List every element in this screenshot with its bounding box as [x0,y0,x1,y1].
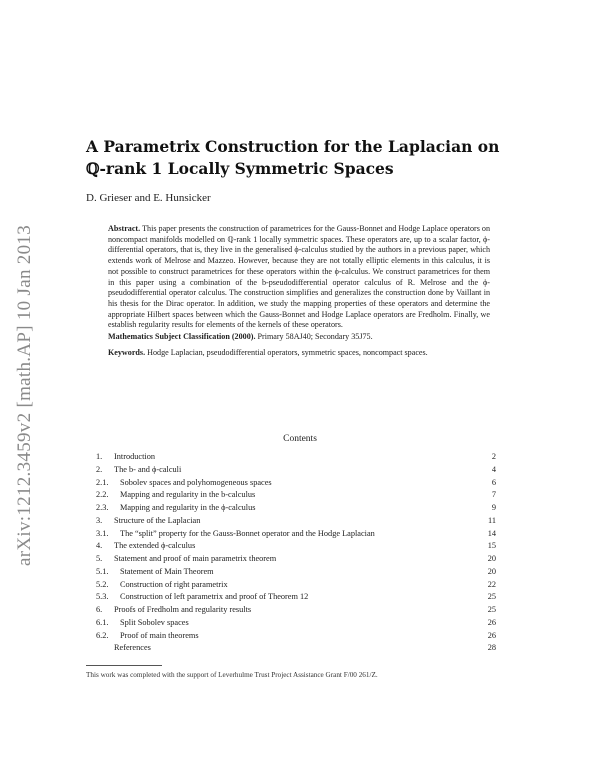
toc-entry[interactable] [96,464,496,477]
toc-number: 2. [96,464,103,474]
toc-entry[interactable] [96,451,496,464]
toc-page: 26 [487,617,496,627]
toc-entry[interactable] [96,528,496,541]
toc-title: Introduction [114,452,156,461]
toc-number: 6.2. [96,630,109,640]
toc-title: Statement and proof of main parametrix theorem [114,554,277,563]
toc-title: References [114,643,151,653]
toc-number: 5.1. [96,566,109,576]
keywords-label: Keywords. [108,348,146,357]
toc-entry[interactable] [96,477,496,490]
toc-entry[interactable] [96,591,496,604]
title-line-1: A Parametrix Construction for the Laplacian on [86,137,500,156]
toc-page: 14 [487,528,496,538]
footnote-rule [86,665,162,666]
toc-entry[interactable] [96,540,496,553]
toc-entry[interactable] [96,579,496,592]
msc-text: Primary 58AJ40; Secondary 35J75. [257,332,373,341]
toc-title: Split Sobolev spaces [120,617,189,627]
keywords-text: Hodge Laplacian, pseudodifferential operators, symmetric spaces, noncompact spaces. [147,348,428,357]
toc-title: Statement of Main Theorem [120,566,214,576]
toc-number: 2.3. [96,503,109,512]
toc-entry[interactable] [96,566,496,579]
toc-page: 9 [491,503,496,512]
toc-page: 6 [491,477,496,487]
toc-page: 2 [491,452,496,461]
toc-page: 20 [487,566,496,576]
toc-title: Mapping and regularity in the ϕ-calculus [120,503,256,512]
toc-title: Mapping and regularity in the b-calculus [120,490,256,500]
toc-number: 5. [96,554,103,563]
toc-entry[interactable] [96,630,496,643]
toc-title: Proofs of Fredholm and regularity results [114,605,252,614]
toc-title: Construction of right parametrix [120,579,228,589]
toc-title: Sobolev spaces and polyhomogeneous spaces [120,477,272,487]
abstract-text: This paper presents the construction of parametrices for the Gauss-Bonnet and Hodge Laplace operators on noncompact manifolds modelled on ℚ-rank 1 locally symmetric spaces. These operators are, up to a scalar factor, ϕ-differential operators, that is, they live in the generalised ϕ-calculus studied by the authors in a previous paper, which extends work of Melrose and Mazzeo. However, because they are not totally elliptic elements in this calculus, it is not possible to construct parametrices for these operators within the ϕ-calculus. We construct parametrices for them in this paper using a combination of the b-pseudodifferential operator calculus of R. Melrose and the ϕ-pseudodifferential operator calculus. The construction simplifies and generalizes the construction done by Vaillant in his thesis for the Dirac operator. In addition, we study the mapping properties of these operators and determine the appropriate Hilbert spaces between which the Gauss-Bonnet and Hodge Laplace operators are Fredholm. Finally, we establish regularity results for elements of the kernels of these operators. [108,224,490,330]
toc-entry[interactable] [96,604,496,617]
msc-label: Mathematics Subject Classification (2000). [108,332,256,341]
toc-page: 20 [487,554,496,563]
paper-title [86,136,506,180]
toc-page: 11 [488,515,496,525]
toc-entry[interactable] [96,617,496,630]
keywords [108,348,490,357]
toc-entry[interactable] [96,515,496,528]
toc-title: Construction of left parametrix and proof of Theorem 12 [120,592,309,602]
toc-title: The “split” property for the Gauss-Bonnet operator and the Hodge Laplacian [120,528,375,538]
table-of-contents [96,451,496,655]
toc-number: 3. [96,515,103,525]
subject-classification [108,332,490,341]
toc-title: Proof of main theorems [120,630,199,640]
title-line-2: ℚ-rank 1 Locally Symmetric Spaces [86,159,394,178]
toc-number: 6. [96,605,103,614]
toc-page: 25 [487,592,496,602]
toc-number: 5.3. [96,592,109,602]
toc-entry[interactable] [96,489,496,502]
toc-page: 28 [487,643,496,653]
toc-title: The extended ϕ-calculus [114,541,196,551]
toc-entry[interactable] [96,553,496,566]
abstract [108,224,490,331]
toc-page: 25 [487,605,496,614]
toc-page: 7 [491,490,496,500]
abstract-label: Abstract. [108,224,141,233]
toc-number: 4. [96,541,103,551]
toc-number: 6.1. [96,617,109,627]
toc-title: The b- and ϕ-calculi [114,464,182,474]
toc-entry[interactable] [96,642,496,655]
toc-title: Structure of the Laplacian [114,515,201,525]
toc-number: 2.1. [96,477,109,487]
toc-number: 2.2. [96,490,109,500]
footnote: This work was completed with the support of Leverhulme Trust Project Assistance Grant F/00 261/Z. [86,671,378,679]
toc-number: 3.1. [96,528,109,538]
toc-page: 26 [487,630,496,640]
toc-page: 4 [491,464,496,474]
arxiv-stamp: arXiv:1212.3459v2 [math.AP] 10 Jan 2013 [14,225,35,566]
toc-page: 15 [487,541,496,551]
authors: D. Grieser and E. Hunsicker [86,192,211,204]
toc-number: 1. [96,452,103,461]
toc-entry[interactable] [96,502,496,515]
contents-heading: Contents [283,434,317,444]
toc-number: 5.2. [96,579,109,589]
toc-page: 22 [487,579,496,589]
